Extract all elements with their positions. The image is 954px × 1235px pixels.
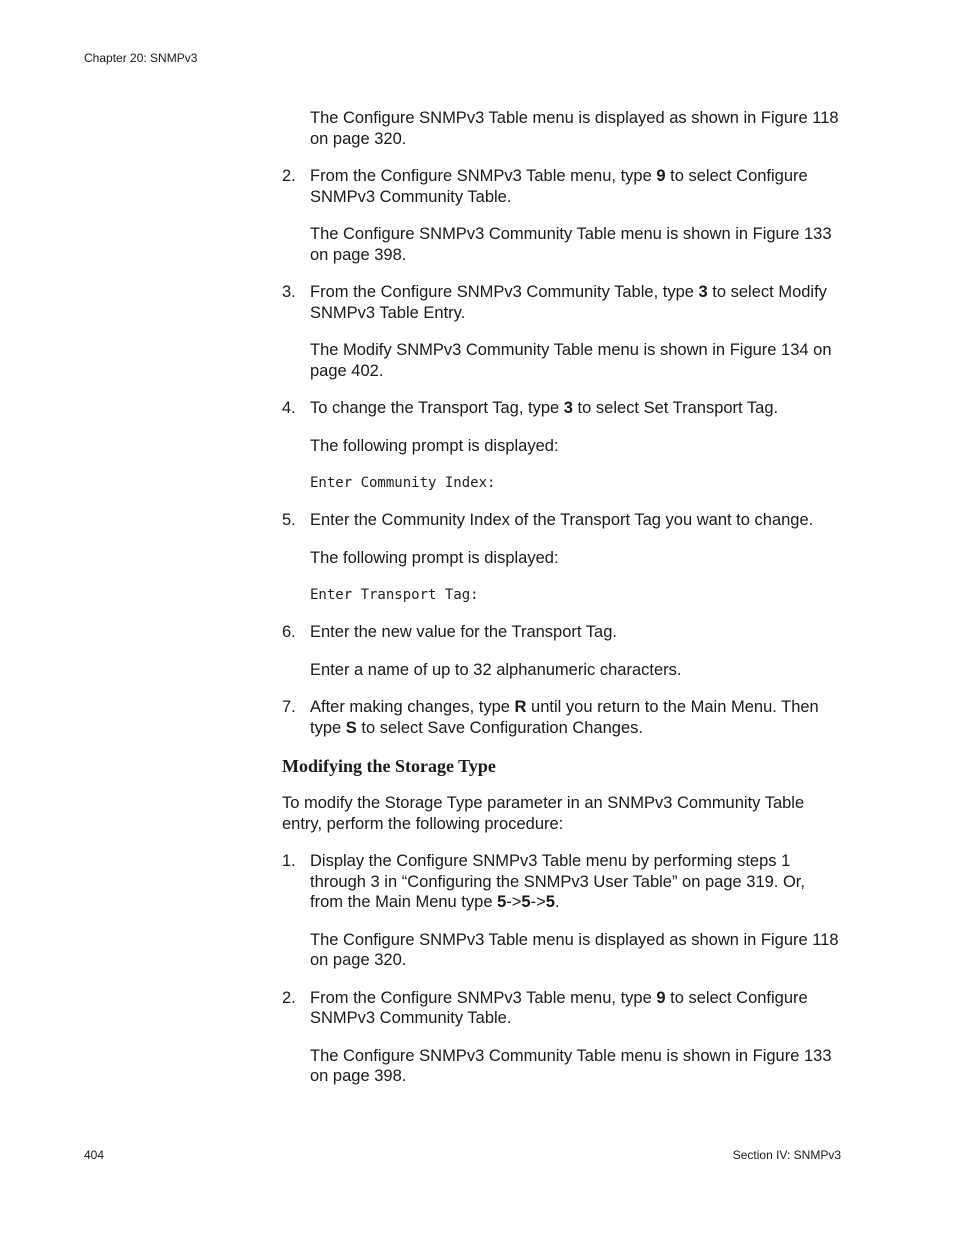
step-text: Display the Configure SNMPv3 Table menu by performing steps 1 through 3 in “Configuring the SNMPv3 User Table” on page 319. Or, from the Main Menu type 5->5->5.	[310, 852, 805, 911]
code-prompt: Enter Community Index:	[310, 475, 496, 491]
step-number: 3.	[282, 283, 296, 301]
code-prompt: Enter Transport Tag:	[310, 587, 479, 603]
section-heading: Modifying the Storage Type	[282, 756, 496, 776]
list-item	[282, 166, 842, 207]
page-number: 404	[84, 1148, 105, 1162]
paragraph: Enter a name of up to 32 alphanumeric characters.	[310, 660, 682, 679]
paragraph: The Configure SNMPv3 Community Table menu is shown in Figure 133 on page 398.	[310, 1046, 832, 1085]
paragraph: To modify the Storage Type parameter in an SNMPv3 Community Table entry, perform the following procedure:	[282, 794, 805, 833]
step-text: Enter the new value for the Transport Tag.	[310, 623, 617, 641]
step-text: After making changes, type R until you return to the Main Menu. Then type S to select Save Configuration Changes.	[310, 698, 819, 737]
list-item	[282, 622, 842, 643]
list-item	[282, 510, 842, 531]
step-text: To change the Transport Tag, type 3 to select Set Transport Tag.	[310, 399, 779, 417]
step-text: Enter the Community Index of the Transport Tag you want to change.	[310, 511, 814, 529]
step-text: From the Configure SNMPv3 Table menu, type 9 to select Configure SNMPv3 Community Table.	[310, 167, 808, 206]
step-number: 5.	[282, 511, 296, 529]
step-number: 2.	[282, 167, 296, 185]
step-number: 7.	[282, 698, 296, 716]
step-text: From the Configure SNMPv3 Community Table, type 3 to select Modify SNMPv3 Table Entry.	[310, 283, 827, 322]
list-item	[282, 851, 842, 913]
paragraph: The Configure SNMPv3 Community Table menu is shown in Figure 133 on page 398.	[310, 225, 832, 264]
paragraph: The Configure SNMPv3 Table menu is displayed as shown in Figure 118 on page 320.	[310, 109, 839, 148]
paragraph: The Configure SNMPv3 Table menu is displayed as shown in Figure 118 on page 320.	[310, 930, 839, 969]
step-number: 2.	[282, 988, 296, 1007]
list-item	[282, 398, 842, 419]
paragraph: The Modify SNMPv3 Community Table menu is shown in Figure 134 on page 402.	[310, 341, 832, 380]
step-number: 6.	[282, 623, 296, 641]
running-footer: Section IV: SNMPv3	[732, 1148, 841, 1162]
paragraph: The following prompt is displayed:	[310, 548, 559, 567]
list-item	[282, 988, 842, 1029]
list-item	[282, 282, 842, 323]
page-body	[282, 108, 842, 1104]
running-header: Chapter 20: SNMPv3	[84, 51, 198, 65]
paragraph: The following prompt is displayed:	[310, 436, 559, 455]
list-item	[282, 697, 842, 738]
step-text: From the Configure SNMPv3 Table menu, type 9 to select Configure SNMPv3 Community Table.	[310, 988, 808, 1027]
step-number: 1.	[282, 852, 296, 870]
step-number: 4.	[282, 399, 296, 417]
